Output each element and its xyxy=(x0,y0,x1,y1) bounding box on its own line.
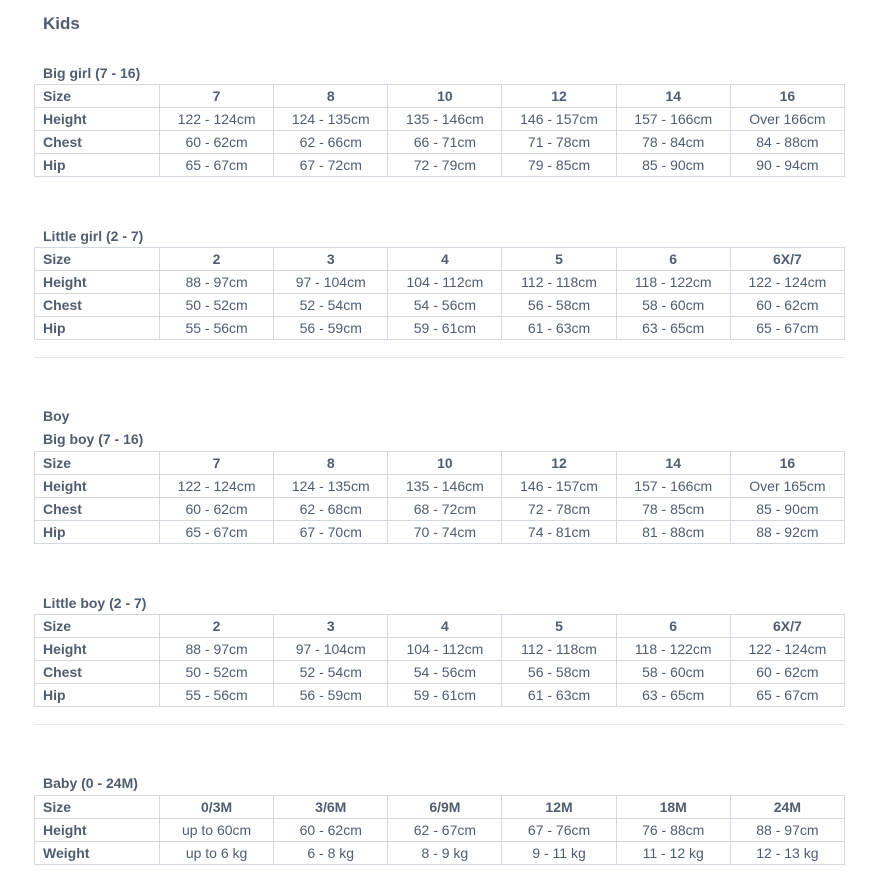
row-label: Size xyxy=(35,615,160,638)
table-cell: 122 - 124cm xyxy=(160,475,274,498)
table-cell: 122 - 124cm xyxy=(730,638,844,661)
little-boy-size-table xyxy=(34,614,845,707)
table-row xyxy=(35,294,845,317)
baby-heading: Baby (0 - 24M) xyxy=(43,775,138,791)
table-cell: 5 xyxy=(502,248,616,271)
table-cell: 10 xyxy=(388,452,502,475)
table-row xyxy=(35,271,845,294)
table-cell: 12 xyxy=(502,452,616,475)
table-cell: 3 xyxy=(274,248,388,271)
little-boy-heading: Little boy (2 - 7) xyxy=(43,595,147,611)
table-cell: 52 - 54cm xyxy=(274,661,388,684)
table-cell: 88 - 97cm xyxy=(730,819,844,842)
row-label: Size xyxy=(35,796,160,819)
baby-size-table xyxy=(34,795,845,865)
big-girl-size-table xyxy=(34,84,845,177)
table-cell: 14 xyxy=(616,452,730,475)
table-cell: 6X/7 xyxy=(730,248,844,271)
row-label: Height xyxy=(35,819,160,842)
table-cell: 16 xyxy=(730,85,844,108)
table-row xyxy=(35,638,845,661)
table-cell: 3 xyxy=(274,615,388,638)
table-row xyxy=(35,661,845,684)
table-cell: 124 - 135cm xyxy=(274,475,388,498)
table-cell: 11 - 12 kg xyxy=(616,842,730,865)
table-cell: 2 xyxy=(160,248,274,271)
table-cell: 76 - 88cm xyxy=(616,819,730,842)
table-cell: 4 xyxy=(388,248,502,271)
table-cell: 122 - 124cm xyxy=(160,108,274,131)
section-divider xyxy=(34,724,845,725)
table-cell: 24M xyxy=(730,796,844,819)
little-girl-size-table xyxy=(34,247,845,340)
table-cell: 62 - 67cm xyxy=(388,819,502,842)
table-header-row xyxy=(35,248,845,271)
row-label: Height xyxy=(35,271,160,294)
table-cell: 6X/7 xyxy=(730,615,844,638)
table-cell: 50 - 52cm xyxy=(160,294,274,317)
table-cell: 7 xyxy=(160,85,274,108)
table-cell: 71 - 78cm xyxy=(502,131,616,154)
table-cell: 72 - 78cm xyxy=(502,498,616,521)
table-cell: 65 - 67cm xyxy=(730,684,844,707)
table-cell: 81 - 88cm xyxy=(616,521,730,544)
table-cell: 56 - 58cm xyxy=(502,294,616,317)
page-title: Kids xyxy=(43,14,80,33)
table-cell: 65 - 67cm xyxy=(160,521,274,544)
table-cell: 58 - 60cm xyxy=(616,661,730,684)
table-cell: 88 - 97cm xyxy=(160,638,274,661)
table-cell: 157 - 166cm xyxy=(616,108,730,131)
table-header-row xyxy=(35,85,845,108)
table-cell: 62 - 66cm xyxy=(274,131,388,154)
table-cell: 54 - 56cm xyxy=(388,294,502,317)
table-cell: 63 - 65cm xyxy=(616,317,730,340)
table-cell: 124 - 135cm xyxy=(274,108,388,131)
table-cell: 60 - 62cm xyxy=(730,294,844,317)
table-cell: 112 - 118cm xyxy=(502,271,616,294)
table-cell: 6 xyxy=(616,248,730,271)
row-label: Hip xyxy=(35,317,160,340)
table-cell: 8 xyxy=(274,85,388,108)
table-cell: 135 - 146cm xyxy=(388,108,502,131)
table-cell: 59 - 61cm xyxy=(388,684,502,707)
table-row xyxy=(35,521,845,544)
table-row xyxy=(35,317,845,340)
table-cell: 60 - 62cm xyxy=(274,819,388,842)
table-row xyxy=(35,819,845,842)
table-cell: 12M xyxy=(502,796,616,819)
table-cell: 61 - 63cm xyxy=(502,684,616,707)
table-cell: 55 - 56cm xyxy=(160,317,274,340)
table-cell: 88 - 92cm xyxy=(730,521,844,544)
table-cell: 78 - 85cm xyxy=(616,498,730,521)
table-cell: 67 - 76cm xyxy=(502,819,616,842)
table-cell: up to 60cm xyxy=(160,819,274,842)
table-cell: 12 - 13 kg xyxy=(730,842,844,865)
table-cell: 67 - 72cm xyxy=(274,154,388,177)
table-cell: 118 - 122cm xyxy=(616,271,730,294)
table-cell: 104 - 112cm xyxy=(388,271,502,294)
table-cell: 55 - 56cm xyxy=(160,684,274,707)
row-label: Chest xyxy=(35,131,160,154)
row-label: Hip xyxy=(35,154,160,177)
boy-heading: Boy xyxy=(43,408,70,424)
table-cell: 84 - 88cm xyxy=(730,131,844,154)
row-label: Hip xyxy=(35,521,160,544)
table-cell: 56 - 59cm xyxy=(274,317,388,340)
table-cell: 97 - 104cm xyxy=(274,638,388,661)
row-label: Chest xyxy=(35,498,160,521)
table-cell: 6 xyxy=(616,615,730,638)
table-row xyxy=(35,108,845,131)
table-cell: 90 - 94cm xyxy=(730,154,844,177)
table-cell: 104 - 112cm xyxy=(388,638,502,661)
table-cell: 65 - 67cm xyxy=(730,317,844,340)
table-cell: 72 - 79cm xyxy=(388,154,502,177)
table-cell: 146 - 157cm xyxy=(502,475,616,498)
table-cell: 2 xyxy=(160,615,274,638)
table-header-row xyxy=(35,615,845,638)
big-boy-heading: Big boy (7 - 16) xyxy=(43,431,144,447)
table-header-row xyxy=(35,452,845,475)
row-label: Hip xyxy=(35,684,160,707)
table-cell: 85 - 90cm xyxy=(616,154,730,177)
table-cell: 7 xyxy=(160,452,274,475)
table-cell: Over 166cm xyxy=(730,108,844,131)
table-cell: 3/6M xyxy=(274,796,388,819)
table-row xyxy=(35,154,845,177)
table-cell: 97 - 104cm xyxy=(274,271,388,294)
table-cell: 85 - 90cm xyxy=(730,498,844,521)
table-cell: 14 xyxy=(616,85,730,108)
table-cell: 61 - 63cm xyxy=(502,317,616,340)
table-cell: 65 - 67cm xyxy=(160,154,274,177)
table-cell: 56 - 58cm xyxy=(502,661,616,684)
table-cell: 88 - 97cm xyxy=(160,271,274,294)
row-label: Size xyxy=(35,248,160,271)
table-cell: 52 - 54cm xyxy=(274,294,388,317)
table-cell: 157 - 166cm xyxy=(616,475,730,498)
row-label: Height xyxy=(35,475,160,498)
table-cell: 112 - 118cm xyxy=(502,638,616,661)
table-cell: 60 - 62cm xyxy=(730,661,844,684)
table-cell: 50 - 52cm xyxy=(160,661,274,684)
row-label: Height xyxy=(35,638,160,661)
table-cell: 10 xyxy=(388,85,502,108)
table-row xyxy=(35,498,845,521)
table-cell: 60 - 62cm xyxy=(160,498,274,521)
big-girl-heading: Big girl (7 - 16) xyxy=(43,65,141,81)
row-label: Chest xyxy=(35,661,160,684)
table-cell: 8 - 9 kg xyxy=(388,842,502,865)
table-header-row xyxy=(35,796,845,819)
table-cell: 66 - 71cm xyxy=(388,131,502,154)
table-row xyxy=(35,475,845,498)
table-row xyxy=(35,684,845,707)
table-cell: Over 165cm xyxy=(730,475,844,498)
table-cell: 6/9M xyxy=(388,796,502,819)
row-label: Chest xyxy=(35,294,160,317)
table-cell: 118 - 122cm xyxy=(616,638,730,661)
table-row xyxy=(35,842,845,865)
table-cell: 67 - 70cm xyxy=(274,521,388,544)
table-cell: 0/3M xyxy=(160,796,274,819)
table-cell: 62 - 68cm xyxy=(274,498,388,521)
section-divider xyxy=(34,357,845,358)
table-cell: 68 - 72cm xyxy=(388,498,502,521)
table-cell: 70 - 74cm xyxy=(388,521,502,544)
table-cell: 12 xyxy=(502,85,616,108)
table-cell: 5 xyxy=(502,615,616,638)
table-cell: 63 - 65cm xyxy=(616,684,730,707)
table-cell: 54 - 56cm xyxy=(388,661,502,684)
table-cell: 18M xyxy=(616,796,730,819)
table-cell: 8 xyxy=(274,452,388,475)
table-cell: 135 - 146cm xyxy=(388,475,502,498)
table-cell: 56 - 59cm xyxy=(274,684,388,707)
table-cell: 59 - 61cm xyxy=(388,317,502,340)
table-cell: 58 - 60cm xyxy=(616,294,730,317)
table-cell: 60 - 62cm xyxy=(160,131,274,154)
little-girl-heading: Little girl (2 - 7) xyxy=(43,228,144,244)
table-row xyxy=(35,131,845,154)
table-cell: 146 - 157cm xyxy=(502,108,616,131)
table-cell: 122 - 124cm xyxy=(730,271,844,294)
table-cell: up to 6 kg xyxy=(160,842,274,865)
table-cell: 6 - 8 kg xyxy=(274,842,388,865)
row-label: Height xyxy=(35,108,160,131)
row-label: Size xyxy=(35,85,160,108)
big-boy-size-table xyxy=(34,451,845,544)
row-label: Weight xyxy=(35,842,160,865)
table-cell: 16 xyxy=(730,452,844,475)
table-cell: 79 - 85cm xyxy=(502,154,616,177)
table-cell: 4 xyxy=(388,615,502,638)
table-cell: 74 - 81cm xyxy=(502,521,616,544)
row-label: Size xyxy=(35,452,160,475)
table-cell: 9 - 11 kg xyxy=(502,842,616,865)
table-cell: 78 - 84cm xyxy=(616,131,730,154)
